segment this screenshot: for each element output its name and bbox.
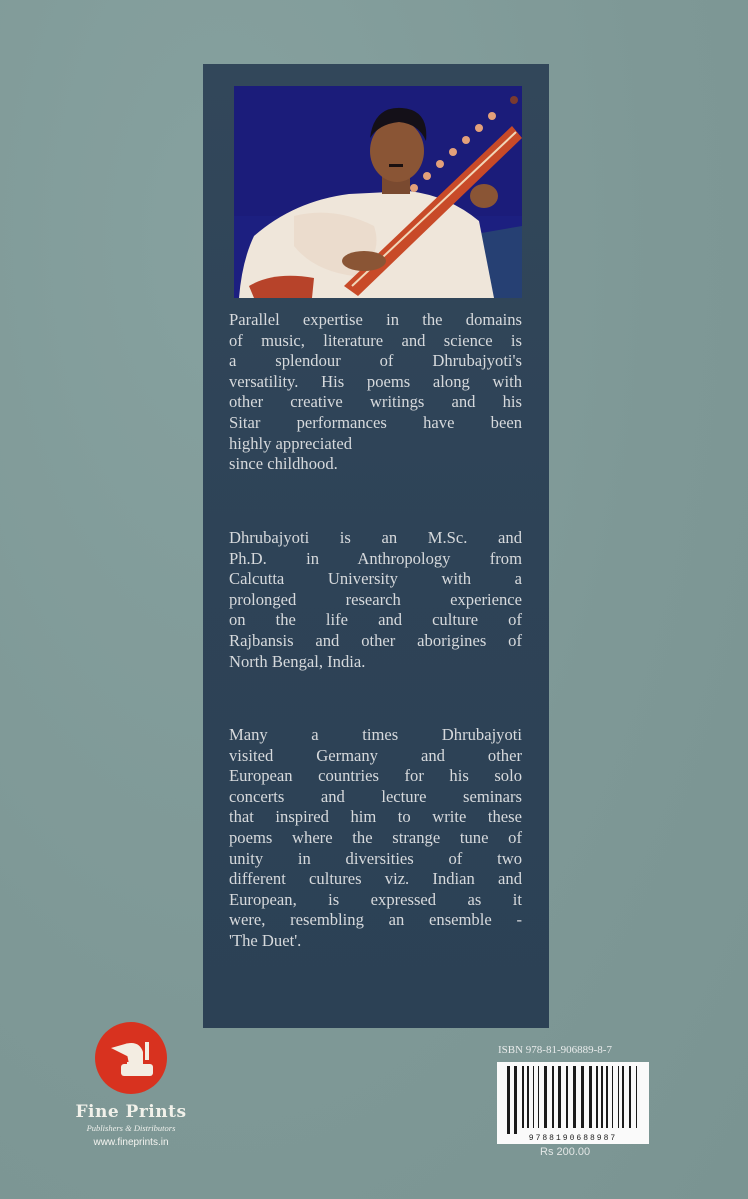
bio-line: since childhood. xyxy=(229,454,338,474)
sitar-player-illustration xyxy=(234,86,522,298)
barcode-bar xyxy=(596,1066,598,1128)
bio-line: Rajbansis and other aborigines of xyxy=(229,630,522,650)
barcode-bar xyxy=(629,1066,631,1128)
bio-line: Dhrubajyoti is an M.Sc. and xyxy=(229,528,522,547)
barcode-bar xyxy=(573,1066,576,1128)
bio-paragraph-text xyxy=(229,528,522,672)
bio-line: that inspired him to write these xyxy=(229,807,522,827)
bio-line: North Bengal, India. xyxy=(229,651,366,671)
printing-press-icon xyxy=(95,1022,167,1094)
publisher-tagline: Publishers & Distributors xyxy=(86,1123,176,1133)
bio-line: other creative writings and his xyxy=(229,392,522,412)
barcode-bar xyxy=(538,1066,539,1128)
barcode-bar xyxy=(636,1066,637,1128)
barcode-bar xyxy=(558,1066,561,1128)
bio-paragraph-text xyxy=(229,725,522,952)
barcode-bar xyxy=(606,1066,608,1128)
barcode-bar xyxy=(618,1066,619,1128)
bio-panel xyxy=(203,64,549,1028)
barcode-bar xyxy=(507,1066,510,1134)
bio-line: poems where the strange tune of xyxy=(229,827,522,847)
bio-line: were, resembling an ensemble - xyxy=(229,910,522,930)
bio-line: prolonged research experience xyxy=(229,589,522,609)
bio-paragraph-3 xyxy=(229,725,522,952)
bio-line: Ph.D. in Anthropology from xyxy=(229,548,522,568)
barcode-bar xyxy=(544,1066,547,1128)
barcode-bar xyxy=(533,1066,534,1128)
barcode-bar xyxy=(612,1066,613,1128)
bio-paragraph-1 xyxy=(229,310,522,475)
barcode-bar xyxy=(566,1066,568,1128)
barcode-bar xyxy=(552,1066,554,1128)
bio-line: a splendour of Dhrubajyoti's xyxy=(229,351,522,371)
bio-line: European countries for his solo xyxy=(229,766,522,786)
bio-line: on the life and culture of xyxy=(229,610,522,630)
barcode-bar xyxy=(622,1066,624,1128)
author-photo xyxy=(234,86,522,298)
publisher-url: www.fineprints.in xyxy=(93,1137,169,1148)
bio-line: Calcutta University with a xyxy=(229,569,522,589)
bio-line: Sitar performances have been xyxy=(229,412,522,432)
bio-line: concerts and lecture seminars xyxy=(229,786,522,806)
barcode xyxy=(497,1062,649,1144)
barcode-bar xyxy=(514,1066,517,1134)
barcode-bar xyxy=(527,1066,529,1128)
barcode-bar xyxy=(581,1066,584,1128)
bio-line: highly appreciated xyxy=(229,433,353,453)
bio-line: 'The Duet'. xyxy=(229,930,302,950)
bio-paragraph-2 xyxy=(229,528,522,672)
barcode-bars xyxy=(497,1062,649,1144)
bio-line: visited Germany and other xyxy=(229,745,522,765)
barcode-bar xyxy=(589,1066,592,1128)
bio-line: Parallel expertise in the domains xyxy=(229,310,522,329)
bio-line: European, is expressed as it xyxy=(229,889,522,909)
barcode-bar xyxy=(601,1066,603,1128)
bio-line: unity in diversities of two xyxy=(229,848,522,868)
isbn-label: ISBN 978-81-906889-8-7 xyxy=(498,1044,612,1056)
publisher-name: Fine Prints xyxy=(75,1102,187,1122)
bio-line: versatility. His poems along with xyxy=(229,371,522,391)
bio-line: of music, literature and science is xyxy=(229,330,522,350)
publisher-logo xyxy=(66,1016,196,1148)
price-label: Rs 200.00 xyxy=(540,1146,591,1158)
bio-line: different cultures viz. Indian and xyxy=(229,869,522,889)
bio-line: Many a times Dhrubajyoti xyxy=(229,725,522,744)
barcode-bar xyxy=(522,1066,524,1128)
bio-paragraph-text xyxy=(229,310,522,475)
barcode-digits: 9788190688987 xyxy=(528,1134,618,1143)
